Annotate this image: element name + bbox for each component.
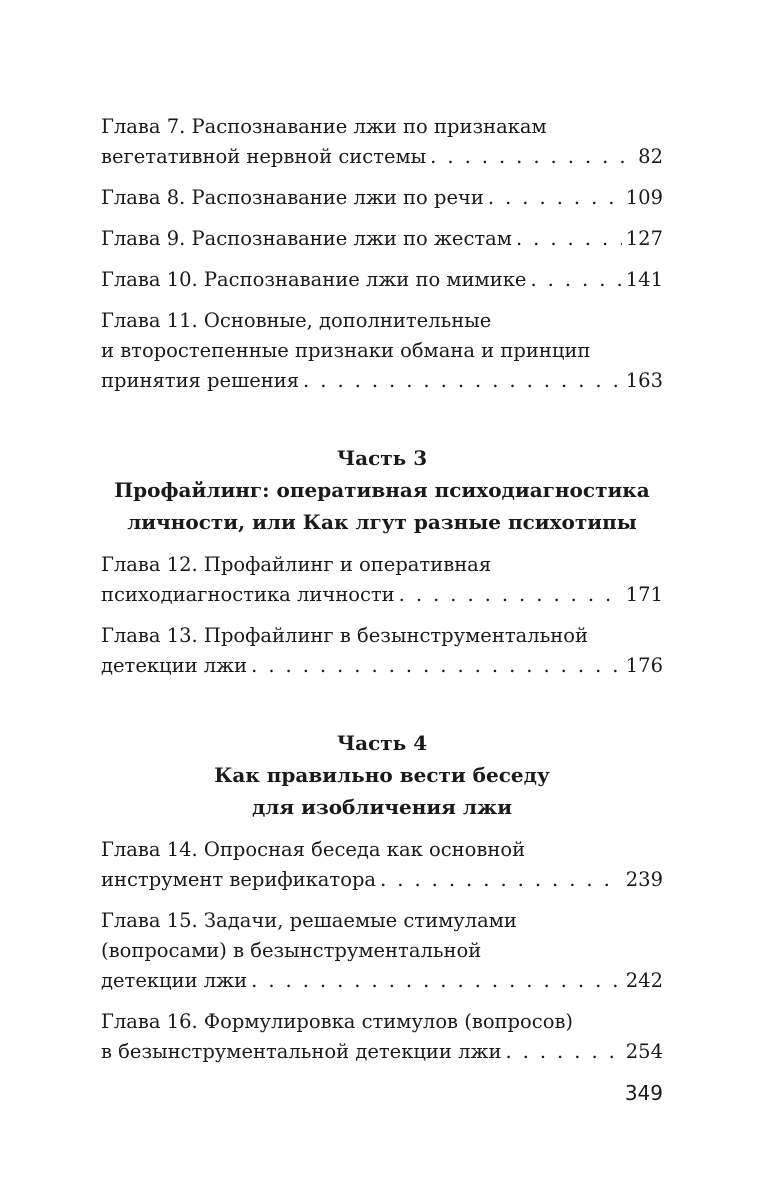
table-of-contents — [101, 112, 663, 1078]
toc-entry-line: Глава 7. Распознавание лжи по признакам — [101, 115, 547, 138]
toc-page-number: 141 — [625, 268, 663, 291]
toc-entry-line: Глава 12. Профайлинг и оперативная — [101, 553, 492, 576]
toc-entry-line: Глава 13. Профайлинг в безынструментальной — [101, 624, 588, 647]
leader-dots — [430, 142, 634, 172]
toc-entry-text: Глава 8. Распознавание лжи по речи — [101, 186, 484, 209]
toc-entry-line: Глава 15. Задачи, решаемые стимулами — [101, 909, 517, 932]
part-title-line: для изобличения лжи — [251, 795, 513, 819]
toc-entry-last-line — [101, 865, 663, 895]
part-label: Часть 4 — [336, 731, 428, 755]
leader-dots — [251, 651, 622, 681]
toc-entry — [101, 265, 663, 295]
toc-entry-text: Глава 10. Распознавание лжи по мимике — [101, 268, 527, 291]
toc-page-number: 127 — [625, 227, 663, 250]
leader-dots — [380, 865, 622, 895]
toc-entry-last-line — [101, 183, 663, 213]
toc-entry-text: психодиагностика личности — [101, 583, 395, 606]
toc-entry-last-line — [101, 142, 663, 172]
toc-page-number: 176 — [625, 654, 663, 677]
toc-entry-text: вегетативной нервной системы — [101, 145, 427, 168]
toc-page-number: 242 — [625, 969, 663, 992]
toc-page-number: 163 — [625, 369, 663, 392]
toc-entry — [101, 835, 663, 895]
toc-entry-last-line — [101, 1037, 663, 1067]
toc-entry — [101, 906, 663, 996]
toc-entry-text: Глава 9. Распознавание лжи по жестам — [101, 227, 512, 250]
part-3-heading — [101, 442, 663, 538]
part-title-line: Профайлинг: оперативная психодиагностика — [114, 478, 650, 502]
toc-entry-text: детекции лжи — [101, 654, 248, 677]
toc-entry — [101, 550, 663, 610]
leader-dots — [516, 224, 622, 254]
part4-entries — [101, 835, 663, 1067]
part-4-heading — [101, 727, 663, 823]
toc-entry-line: Глава 11. Основные, дополнительные — [101, 309, 492, 332]
part-title-line: личности, или Как лгут разные психотипы — [127, 510, 637, 534]
leader-dots — [530, 265, 621, 295]
toc-entry-last-line — [101, 966, 663, 996]
leader-dots — [399, 580, 622, 610]
toc-page-number: 254 — [625, 1040, 663, 1063]
toc-entry-text: принятия решения — [101, 369, 300, 392]
toc-entry — [101, 1007, 663, 1067]
toc-page-number: 109 — [625, 186, 663, 209]
toc-entry — [101, 224, 663, 254]
page-number: 349 — [624, 1081, 663, 1105]
toc-page-number: 82 — [638, 145, 663, 168]
toc-entry-last-line — [101, 224, 663, 254]
toc-entry-line: (вопросами) в безынструментальной — [101, 939, 482, 962]
toc-entry-last-line — [101, 366, 663, 396]
toc-entry — [101, 112, 663, 172]
toc-entry-line: Глава 14. Опросная беседа как основной — [101, 838, 526, 861]
toc-entry — [101, 621, 663, 681]
leader-dots — [488, 183, 622, 213]
toc-entry — [101, 183, 663, 213]
leader-dots — [251, 966, 622, 996]
leader-dots — [303, 366, 622, 396]
toc-entry-line: и второстепенные признаки обмана и принцип — [101, 339, 591, 362]
toc-page-number: 239 — [625, 868, 663, 891]
toc-entry — [101, 306, 663, 396]
toc-entry-last-line — [101, 651, 663, 681]
leader-dots — [505, 1037, 621, 1067]
part-4 — [101, 727, 663, 1067]
toc-page-number: 171 — [625, 583, 663, 606]
part3-entries — [101, 550, 663, 681]
toc-entry-text: детекции лжи — [101, 969, 248, 992]
toc-entry-last-line — [101, 265, 663, 295]
toc-entry-text: инструмент верификатора — [101, 868, 377, 891]
toc-entry-text: в безынструментальной детекции лжи — [101, 1040, 502, 1063]
part-3 — [101, 442, 663, 681]
part2-entries — [101, 112, 663, 396]
part-label: Часть 3 — [336, 446, 428, 470]
toc-entry-line: Глава 16. Формулировка стимулов (вопросов) — [101, 1010, 574, 1033]
part-title-line: Как правильно вести беседу — [214, 763, 550, 787]
toc-entry-last-line — [101, 580, 663, 610]
